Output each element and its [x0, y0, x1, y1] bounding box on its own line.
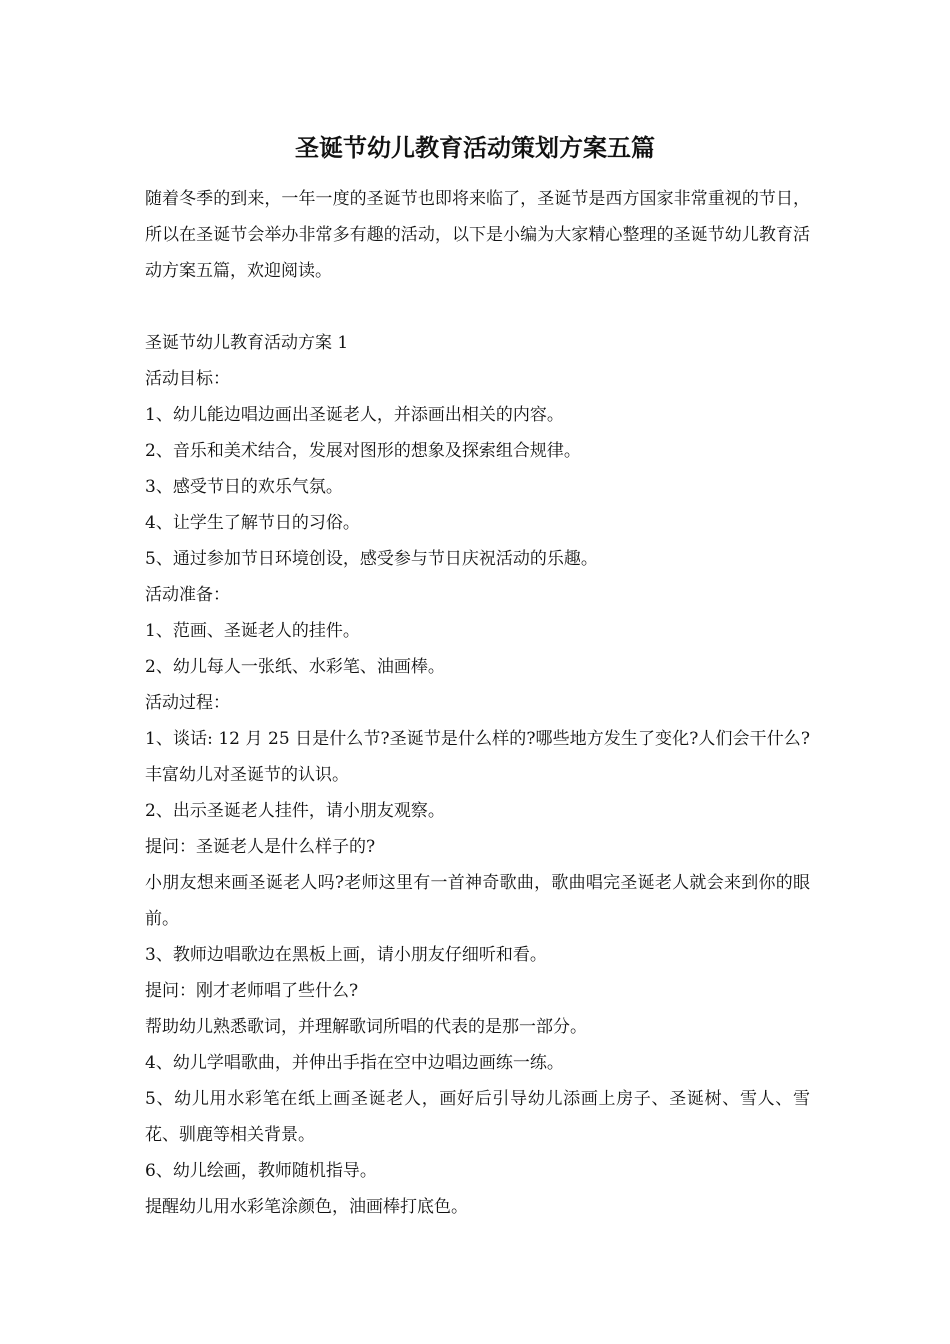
document-body: [145, 181, 810, 1225]
process-item: 帮助幼儿熟悉歌词，并理解歌词所唱的代表的是那一部分。: [145, 1017, 587, 1037]
process-item: 5、幼儿用水彩笔在纸上画圣诞老人，画好后引导幼儿添画上房子、圣诞树、雪人、雪花、驯鹿等相关背景。: [145, 1089, 810, 1145]
process-item: 2、出示圣诞老人挂件，请小朋友观察。: [145, 801, 445, 821]
process-item: 提问：刚才老师唱了些什么?: [145, 981, 359, 1001]
section-heading: 圣诞节幼儿教育活动方案 1: [145, 333, 349, 353]
prep-label: 活动准备：: [145, 585, 230, 605]
intro-paragraph: 随着冬季的到来，一年一度的圣诞节也即将来临了，圣诞节是西方国家非常重视的节日，所以在圣诞节会举办非常多有趣的活动，以下是小编为大家精心整理的圣诞节幼儿教育活动方案五篇，欢迎阅读。: [145, 189, 810, 281]
process-item: 3、教师边唱歌边在黑板上画，请小朋友仔细听和看。: [145, 945, 547, 965]
goal-item: 5、通过参加节日环境创设，感受参与节日庆祝活动的乐趣。: [145, 549, 598, 569]
process-item: 1、谈话: 12 月 25 日是什么节?圣诞节是什么样的?哪些地方发生了变化?人们会干什么?丰富幼儿对圣诞节的认识。: [145, 729, 810, 785]
process-label: 活动过程：: [145, 693, 230, 713]
process-item: 6、幼儿绘画，教师随机指导。: [145, 1161, 377, 1181]
goal-item: 4、让学生了解节日的习俗。: [145, 513, 360, 533]
process-item: 小朋友想来画圣诞老人吗?老师这里有一首神奇歌曲，歌曲唱完圣诞老人就会来到你的眼前。: [145, 873, 810, 929]
prep-item: 1、范画、圣诞老人的挂件。: [145, 621, 360, 641]
goal-item: 1、幼儿能边唱边画出圣诞老人，并添画出相关的内容。: [145, 405, 564, 425]
process-item: 4、幼儿学唱歌曲，并伸出手指在空中边唱边画练一练。: [145, 1053, 564, 1073]
document-title: 圣诞节幼儿教育活动策划方案五篇: [295, 133, 655, 162]
goal-item: 2、音乐和美术结合，发展对图形的想象及探索组合规律。: [145, 441, 581, 461]
paragraph-spacer: [145, 289, 810, 325]
goal-item: 3、感受节日的欢乐气氛。: [145, 477, 343, 497]
process-item: 提问：圣诞老人是什么样子的?: [145, 837, 376, 857]
process-item: 提醒幼儿用水彩笔涂颜色，油画棒打底色。: [145, 1197, 468, 1217]
goals-label: 活动目标：: [145, 369, 230, 389]
prep-item: 2、幼儿每人一张纸、水彩笔、油画棒。: [145, 657, 445, 677]
